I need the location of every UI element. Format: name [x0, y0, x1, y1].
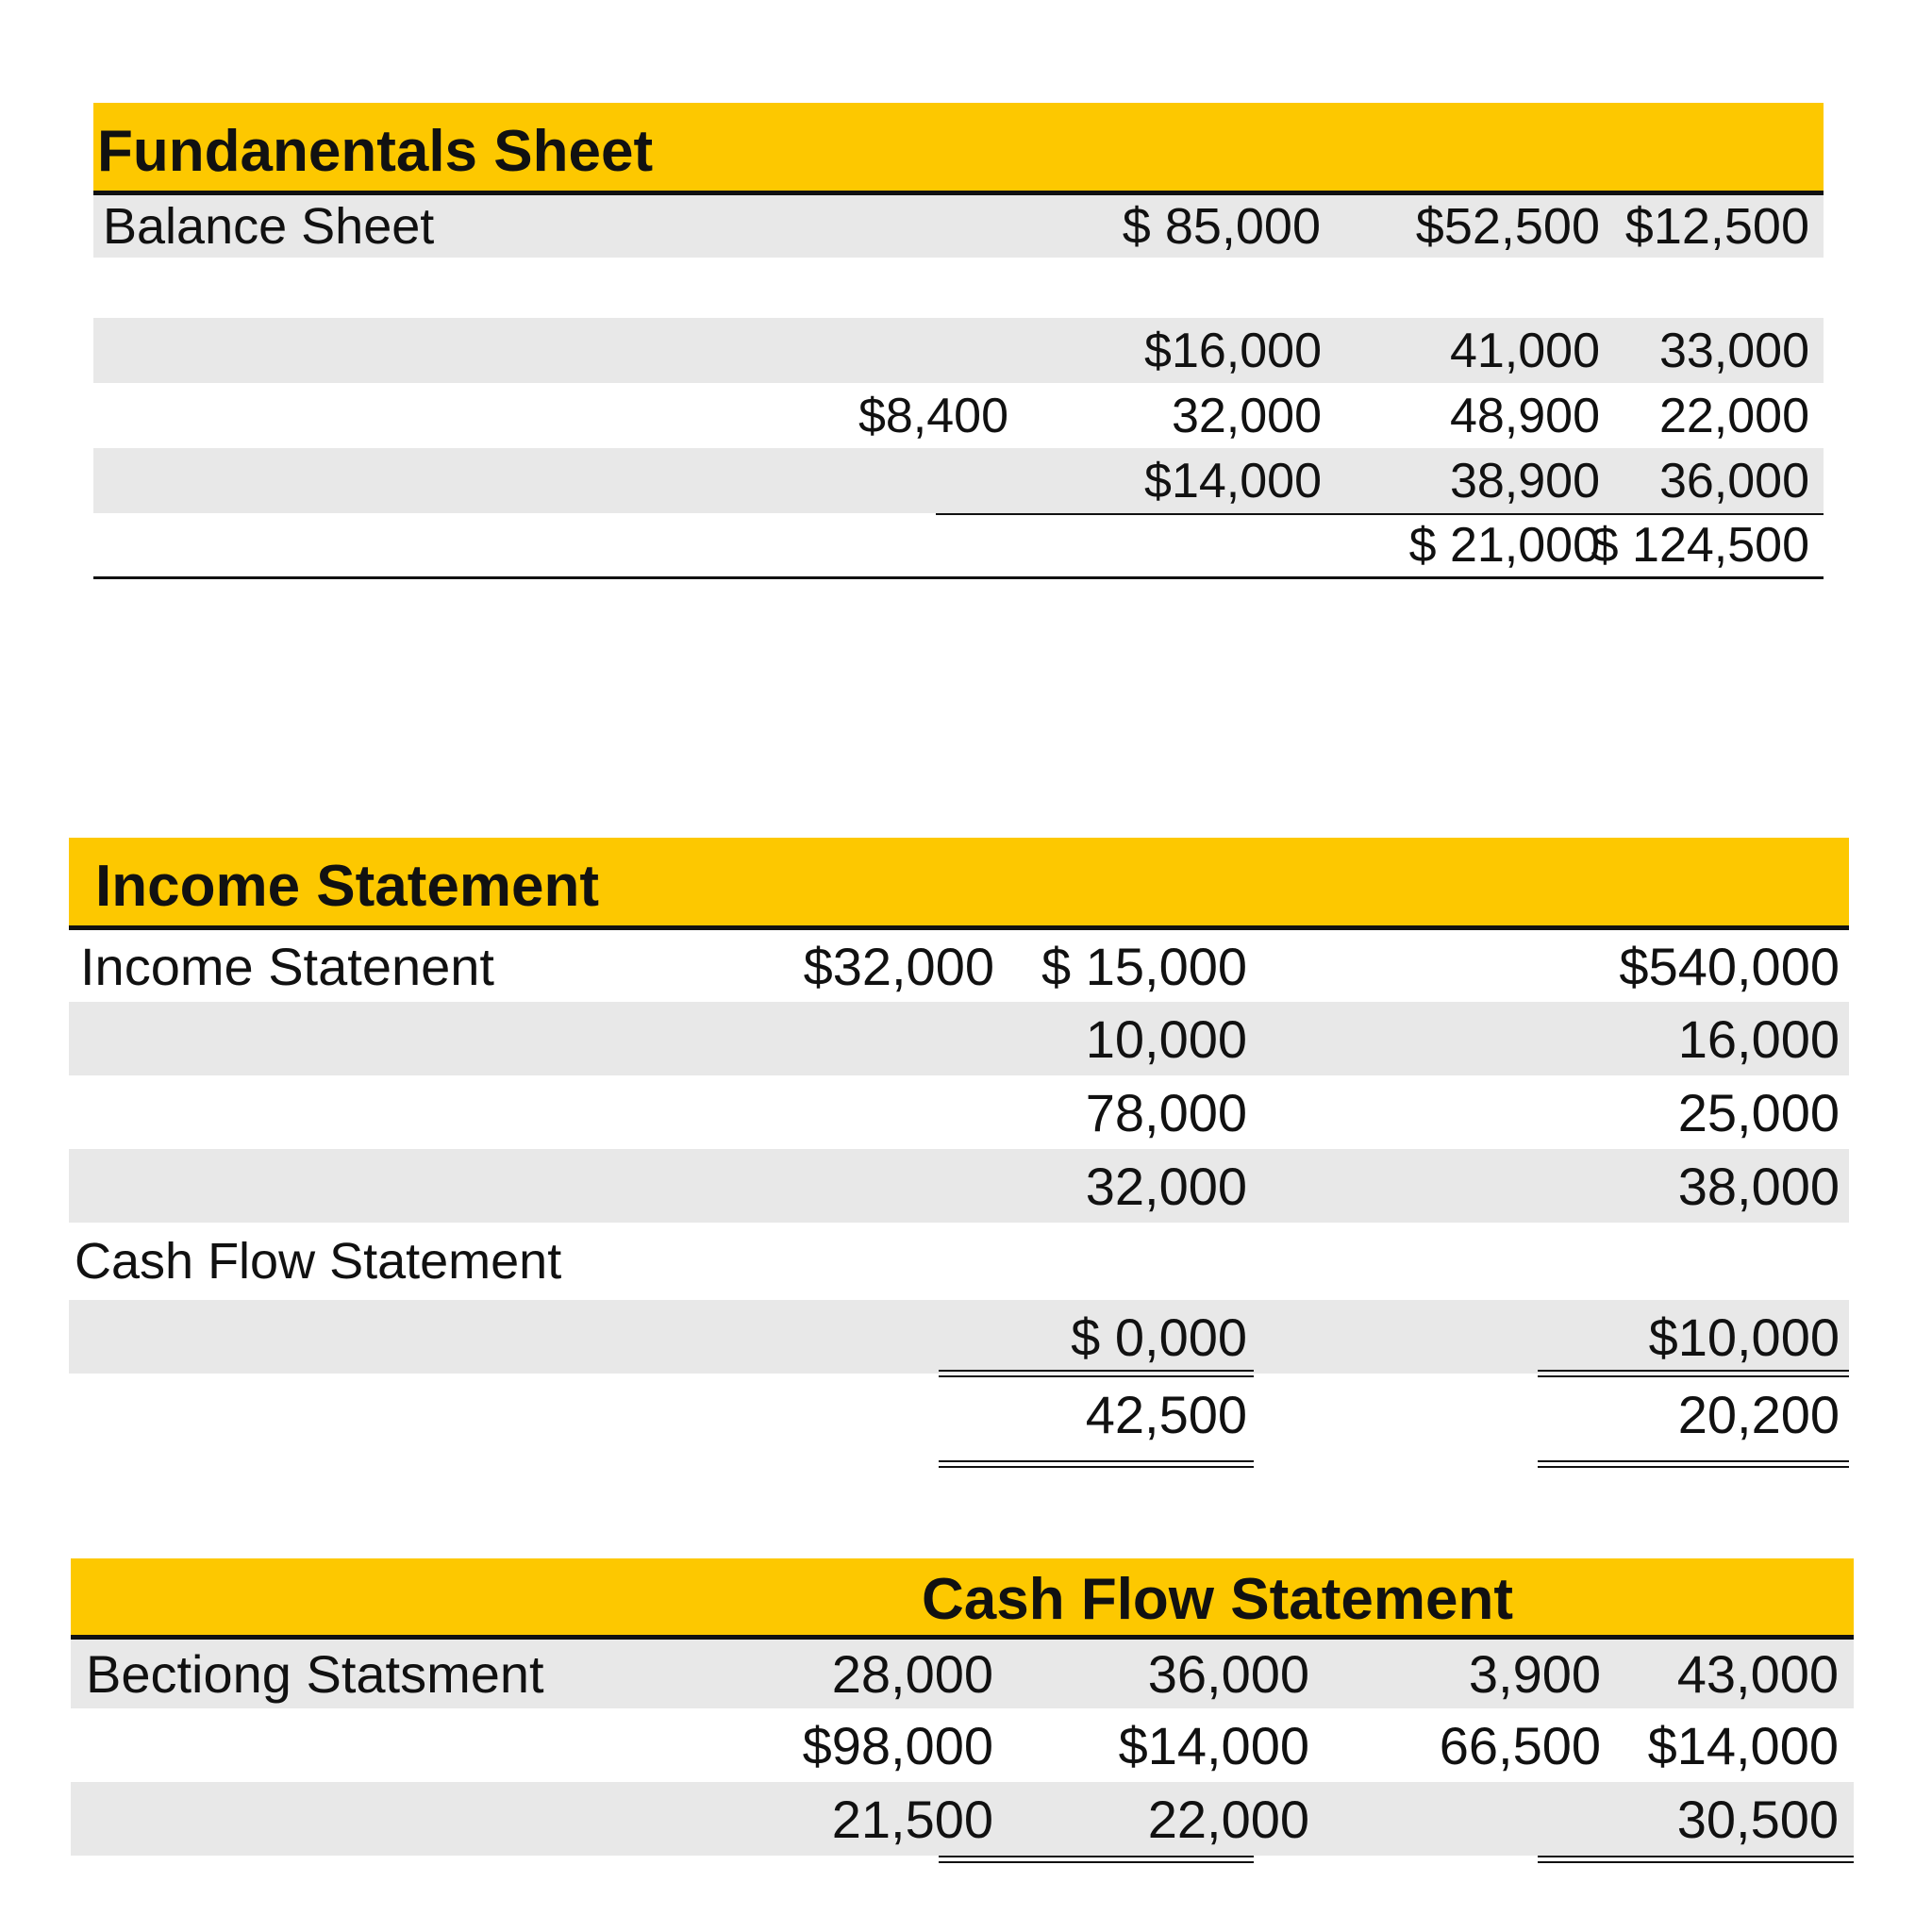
cash-flow-label-row [69, 1223, 1849, 1300]
cash-row-1 [69, 1300, 1849, 1374]
cell: $16,000 [1144, 323, 1322, 378]
cell: 22,000 [1147, 1789, 1309, 1849]
cell: $98,000 [802, 1715, 993, 1775]
cell: 32,000 [1085, 1156, 1247, 1216]
cell: $8,400 [858, 388, 1008, 443]
cell: 48,900 [1449, 388, 1600, 443]
cash-flow-label: Cash Flow Statement [75, 1233, 562, 1290]
income-header [69, 838, 1849, 930]
cell: $14,000 [1118, 1715, 1309, 1775]
fundamentals-row-3 [93, 448, 1824, 513]
fundamentals-row-1 [93, 318, 1824, 383]
cell: $14,000 [1144, 453, 1322, 508]
cell: 41,000 [1449, 323, 1600, 378]
cell: 32,000 [1171, 388, 1322, 443]
cell: 36,000 [1658, 453, 1809, 508]
income-section [69, 838, 1849, 1464]
cell: 16,000 [1677, 1008, 1840, 1069]
income-row-1 [69, 930, 1849, 1002]
cell: 21,500 [831, 1789, 993, 1849]
cell: 66,500 [1439, 1715, 1601, 1775]
income-row-label: Income Statenent [80, 936, 494, 996]
double-rule [939, 1856, 1254, 1863]
double-rule [1538, 1460, 1849, 1468]
balance-value-1: $ 85,000 [1122, 198, 1321, 255]
cell: 25,000 [1677, 1082, 1840, 1142]
cell: 28,000 [831, 1644, 993, 1704]
cashflow-row-2 [71, 1708, 1854, 1782]
cash-row-2 [69, 1374, 1849, 1464]
cell: 43,000 [1676, 1644, 1839, 1704]
cell: 20,200 [1677, 1384, 1840, 1444]
cell: 36,000 [1147, 1644, 1309, 1704]
cell: $10,000 [1648, 1307, 1840, 1367]
double-rule [1538, 1856, 1854, 1863]
income-row-3 [69, 1075, 1849, 1149]
cell: $32,000 [803, 936, 994, 996]
cell: $14,000 [1647, 1715, 1839, 1775]
cashflow-row-label: Bectiong Statsment [86, 1644, 544, 1704]
cell: 38,900 [1449, 453, 1600, 508]
cell: $540,000 [1619, 936, 1840, 996]
cell: 78,000 [1085, 1082, 1247, 1142]
cell: 38,000 [1677, 1156, 1840, 1216]
cell: 33,000 [1658, 323, 1809, 378]
fundamentals-total-row [93, 513, 1824, 579]
cashflow-row-1 [71, 1640, 1854, 1708]
balance-value-3: $12,500 [1624, 198, 1809, 255]
balance-value-2: $52,500 [1415, 198, 1600, 255]
cashflow-row-3 [71, 1782, 1854, 1856]
cashflow-header [71, 1558, 1854, 1640]
income-row-4 [69, 1149, 1849, 1223]
cell: $ 15,000 [1041, 936, 1247, 996]
cell: 30,500 [1676, 1789, 1839, 1849]
balance-sheet-label: Balance Sheet [103, 198, 435, 255]
fundamentals-section [93, 103, 1824, 579]
fundamentals-title: Fundanentals Sheet [97, 119, 654, 184]
double-rule [939, 1460, 1254, 1468]
cashflow-title: Cash Flow Statement [922, 1567, 1513, 1632]
fundamentals-header [93, 103, 1824, 195]
fundamentals-row-2 [93, 383, 1824, 448]
income-row-2 [69, 1002, 1849, 1075]
cashflow-section [71, 1558, 1854, 1856]
cell: 3,900 [1468, 1644, 1601, 1704]
cell: 22,000 [1658, 388, 1809, 443]
total-cell: $ 124,500 [1591, 517, 1809, 573]
income-title: Income Statement [95, 854, 600, 919]
cell: 10,000 [1085, 1008, 1247, 1069]
balance-sheet-row [93, 195, 1824, 258]
cell: $ 0,000 [1071, 1307, 1247, 1367]
total-cell: $ 21,000 [1408, 517, 1600, 573]
cell: 42,500 [1085, 1384, 1247, 1444]
